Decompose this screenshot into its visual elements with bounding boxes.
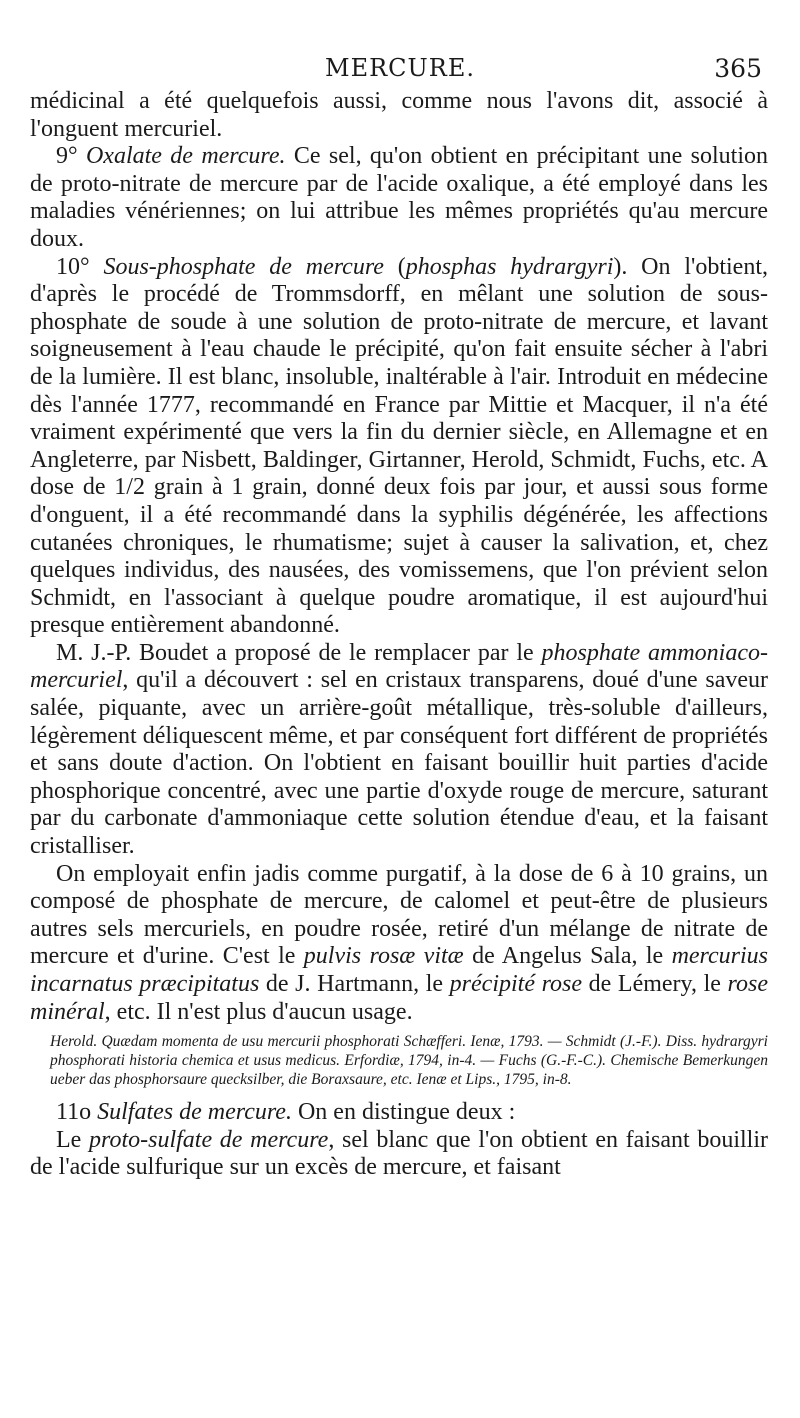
paragraph-boudet <box>30 640 768 861</box>
italic-term: rose minéral <box>30 971 768 1025</box>
paragraph-onguent <box>30 88 768 143</box>
text-run: , sel blanc que l'on obtient en faisant bouillir de l'acide sulfurique sur un excès de mercure, et faisant <box>30 1126 768 1181</box>
italic-term: Sous-phosphate de mercure <box>103 253 384 280</box>
text-run: On employait enfin jadis comme purgatif, à la dose de 6 à 10 grains, un composé de phosphate de mercure, de calomel et peut-être de plusieurs autres sels mercuriels, en poudre rosée, retiré d'un mélange de nitrate de mercure et d'urine. C'est le <box>30 860 768 970</box>
italic-term: pulvis rosæ vitæ <box>303 943 464 970</box>
italic-term: mercurius incarnatus præcipitatus <box>30 943 768 997</box>
paragraph-proto-sulfate <box>30 1127 768 1182</box>
paragraph-sous-phosphate <box>30 254 768 640</box>
italic-term: Sulfates de mercure. <box>97 1099 292 1126</box>
text-run: 10° <box>56 253 104 280</box>
text-run: 9° <box>56 143 86 170</box>
text-run: de Lémery, le <box>582 971 728 997</box>
text-run: 11o <box>56 1099 98 1126</box>
text-run: médicinal a été quelquefois aussi, comme nous l'avons dit, associé à l'onguent mercuriel. <box>30 88 768 142</box>
text-run: ). On l'obtient, d'après le procédé de Trommsdorff, en mêlant une solution de sous-phosphate de soude à une solution de proto-nitrate de mercure, et lavant soigneusement à l'eau chaude le précipité, qu'on fait ensuite sécher à l'abri de la lumière. Il est blanc, insoluble, inaltérable à l'air. Introduit en médecine dès l'année 1777, recommandé en France par Mittie et Macquer, il n'a été vraiment expérimenté que vers la fin du dernier siècle, en Allemagne et en Angleterre, par Nisbett, Baldinger, Girtanner, Herold, Schmidt, Fuchs, etc. A dose de 1/2 grain à 1 grain, donné deux fois par jour, et aussi sous forme d'onguent, il a été recommandé dans la syphilis dégénérée, les affections cutanées chroniques, le rhumatisme; sujet à causer la salivation, et, chez quelques individus, des nausées, des vomissemens, que l'on prévient selon Schmidt, en l'associant à quelque poudre aromatique, il est aujourd'hui presque entièrement abandonné. <box>30 253 768 639</box>
text-run: de J. Hartmann, le <box>259 971 450 997</box>
body-text <box>30 88 768 1182</box>
bibliography-references: Herold. Quædam momenta de usu mercurii phosphorati Schæfferi. Ienæ, 1793. — Schmidt (J.-F.). Diss. hydrargyri phosphorati historia chemica et usus medicus. Erfordiæ, 1794, in-4. — Fuchs (G.-F.-C.). Chemische Bemerkungen ueber das phosphorsaure quecksilber, die Boraxsaure, etc. Ienæ et Lips., 1795, in-8. <box>50 1033 768 1089</box>
italic-term: proto-sulfate de mercure <box>89 1126 329 1153</box>
paragraph-purgatif <box>30 861 768 1027</box>
italic-term: phosphate ammoniaco-mercuriel <box>30 639 768 694</box>
page-header <box>0 50 800 90</box>
text-run: , etc. Il n'est plus d'aucun usage. <box>104 998 413 1025</box>
paragraph-oxalate <box>30 143 768 253</box>
page-number: 365 <box>714 54 762 83</box>
italic-term: précipité rose <box>449 971 583 997</box>
text-run: M. J.-P. Boudet a proposé de le remplacer par le <box>56 639 542 666</box>
paragraph-sulfates <box>30 1099 768 1127</box>
running-title: MERCURE. <box>325 54 475 82</box>
text-run: , qu'il a découvert : sel en cristaux transparens, doué d'une saveur salée, piquante, avec un arrière-goût métallique, très-soluble d'ailleurs, légèrement déliquescent même, et par conséquent fort différent de propriétés et sans doute d'action. On l'obtient en faisant bouillir huit parties d'acide phosphorique concentré, avec une partie d'oxyde rouge de mercure, saturant par du carbonate d'ammoniaque cette solution étendue d'eau, et la faisant cristalliser. <box>30 667 768 860</box>
italic-term: phosphas hydrargyri <box>405 253 614 280</box>
italic-term: Oxalate de mercure. <box>85 143 286 170</box>
text-run: Le <box>56 1126 89 1153</box>
text-run: Ce sel, qu'on obtient en précipitant une solution de proto-nitrate de mercure par de l'acide oxalique, a été employé dans les maladies vénériennes; on lui attribue les mêmes propriétés qu'au mercure doux. <box>30 143 768 252</box>
text-run: de Angelus Sala, le <box>463 943 672 970</box>
text-run: ( <box>383 253 406 280</box>
text-run: On en distingue deux : <box>291 1099 516 1126</box>
